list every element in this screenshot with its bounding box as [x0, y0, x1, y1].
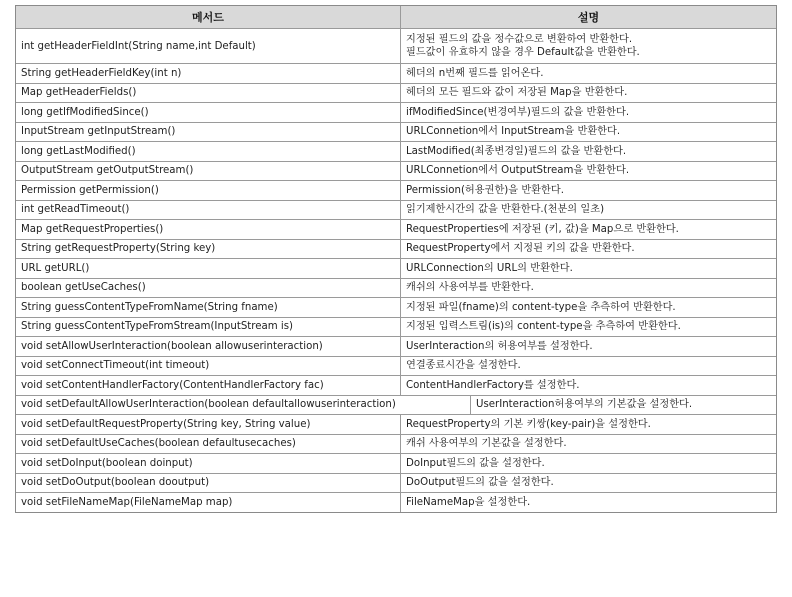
description-cell — [401, 376, 776, 395]
method-cell: void setFileNameMap(FileNameMap map) — [16, 493, 401, 512]
method-cell: String getRequestProperty(String key) — [16, 240, 401, 259]
description-cell — [401, 493, 776, 512]
method-cell: void setDefaultUseCaches(boolean defaultusecaches) — [16, 435, 401, 454]
method-cell: void setDoOutput(boolean dooutput) — [16, 474, 401, 493]
table-row — [16, 453, 776, 473]
description-line: FileNameMap을 설정한다. — [406, 496, 531, 508]
table-row — [16, 278, 776, 298]
description-cell — [401, 103, 776, 122]
method-cell: Map getHeaderFields() — [16, 84, 401, 103]
method-table — [15, 5, 777, 513]
description-line: 지정된 파일(fname)의 content-type을 추측하여 반환한다. — [406, 301, 676, 313]
description-line: 지정된 입력스트림(is)의 content-type을 추측하여 반환한다. — [406, 321, 681, 333]
description-line: UserInteraction의 허용여부를 설정한다. — [406, 340, 593, 352]
table-row — [16, 141, 776, 161]
method-cell: void setDoInput(boolean doinput) — [16, 454, 401, 473]
header-description: 설명 — [577, 10, 600, 24]
description-cell — [401, 64, 776, 83]
method-cell: String guessContentTypeFromName(String fname) — [16, 298, 401, 317]
description-line: 헤더의 n번째 필드를 읽어온다. — [406, 67, 544, 79]
description-line: ContentHandlerFactory를 설정한다. — [406, 379, 580, 391]
table-row — [16, 28, 776, 63]
table-row — [16, 83, 776, 103]
description-cell — [401, 29, 776, 63]
table-header-row — [16, 6, 776, 28]
table-row — [16, 161, 776, 181]
description-cell — [471, 396, 776, 415]
table-row — [16, 317, 776, 337]
description-cell — [401, 220, 776, 239]
method-cell: int getHeaderFieldInt(String name,int Default) — [16, 29, 401, 63]
method-cell: boolean getUseCaches() — [16, 279, 401, 298]
description-cell — [401, 181, 776, 200]
table-row — [16, 434, 776, 454]
method-cell: long getIfModifiedSince() — [16, 103, 401, 122]
method-cell: String guessContentTypeFromStream(InputStream is) — [16, 318, 401, 337]
description-line: URLConnection의 URL의 반환한다. — [406, 262, 573, 274]
method-cell: OutputStream getOutputStream() — [16, 162, 401, 181]
description-cell — [401, 318, 776, 337]
table-row — [16, 336, 776, 356]
method-cell: int getReadTimeout() — [16, 201, 401, 220]
method-cell: Permission getPermission() — [16, 181, 401, 200]
description-line: ifModifiedSince(변경여부)필드의 값을 반환한다. — [406, 106, 630, 118]
table-row — [16, 492, 776, 512]
description-line: 연결종료시간을 설정한다. — [406, 360, 521, 372]
method-cell: void setDefaultRequestProperty(String key, String value) — [16, 415, 401, 434]
description-line: RequestProperties에 저장된 (키, 값)을 Map으로 반환한다. — [406, 223, 679, 235]
description-cell — [401, 415, 776, 434]
table-row — [16, 297, 776, 317]
description-cell — [401, 435, 776, 454]
description-cell — [401, 474, 776, 493]
description-line: URLConnetion에서 InputStream을 반환한다. — [406, 126, 621, 138]
description-line: LastModified(최종변경일)필드의 값을 반환한다. — [406, 145, 627, 157]
description-line: DoOutput필드의 값을 설정한다. — [406, 477, 554, 489]
description-line: URLConnetion에서 OutputStream을 반환한다. — [406, 165, 630, 177]
description-line: 캐쉬의 사용여부를 반환한다. — [406, 282, 534, 294]
method-cell: void setContentHandlerFactory(ContentHandlerFactory fac) — [16, 376, 401, 395]
table-row — [16, 219, 776, 239]
table-body — [16, 28, 776, 512]
table-row — [16, 180, 776, 200]
header-method: 메서드 — [16, 6, 401, 28]
description-cell — [401, 259, 776, 278]
description-line: RequestProperty에서 지정된 키의 값을 반환한다. — [406, 243, 635, 255]
description-line: 캐쉬 사용여부의 기본값을 설정한다. — [406, 438, 567, 450]
description-cell — [401, 142, 776, 161]
description-cell — [401, 201, 776, 220]
method-cell: Map getRequestProperties() — [16, 220, 401, 239]
table-row — [16, 200, 776, 220]
description-line: 필드값이 유효하지 않을 경우 Default값을 반환한다. — [406, 47, 640, 58]
method-cell: URL getURL() — [16, 259, 401, 278]
table-row — [16, 122, 776, 142]
description-cell — [401, 162, 776, 181]
description-line: UserInteraction허용여부의 기본값을 설정한다. — [476, 399, 693, 411]
description-cell — [401, 454, 776, 473]
description-cell — [401, 123, 776, 142]
method-cell: long getLastModified() — [16, 142, 401, 161]
description-cell — [401, 240, 776, 259]
description-cell — [401, 298, 776, 317]
table-row — [16, 414, 776, 434]
table-row — [16, 258, 776, 278]
description-cell — [401, 279, 776, 298]
table-row — [16, 473, 776, 493]
table-row — [16, 356, 776, 376]
table-row — [16, 102, 776, 122]
description-cell — [401, 84, 776, 103]
description-line: 읽기제한시간의 값을 반환한다.(천분의 일초) — [406, 204, 605, 216]
description-line: RequestProperty의 기본 키쌍(key-pair)을 설정한다. — [406, 418, 651, 430]
method-cell: void setAllowUserInteraction(boolean allowuserinteraction) — [16, 337, 401, 356]
description-line: DoInput필드의 값을 설정한다. — [406, 457, 545, 469]
description-line: 지정된 필드의 값을 정수값으로 변환하여 반환한다. — [406, 34, 633, 45]
description-line: Permission(허용권한)을 반환한다. — [406, 184, 564, 196]
table-row — [16, 63, 776, 83]
method-cell: void setConnectTimeout(int timeout) — [16, 357, 401, 376]
table-row — [16, 395, 776, 415]
method-cell: InputStream getInputStream() — [16, 123, 401, 142]
table-row — [16, 239, 776, 259]
description-line: 헤더의 모든 필드와 값이 저장된 Map을 반환한다. — [406, 87, 628, 99]
table-row — [16, 375, 776, 395]
description-cell — [401, 337, 776, 356]
method-cell: String getHeaderFieldKey(int n) — [16, 64, 401, 83]
description-cell — [401, 357, 776, 376]
method-cell: void setDefaultAllowUserInteraction(boolean defaultallowuserinteraction) — [16, 396, 471, 415]
